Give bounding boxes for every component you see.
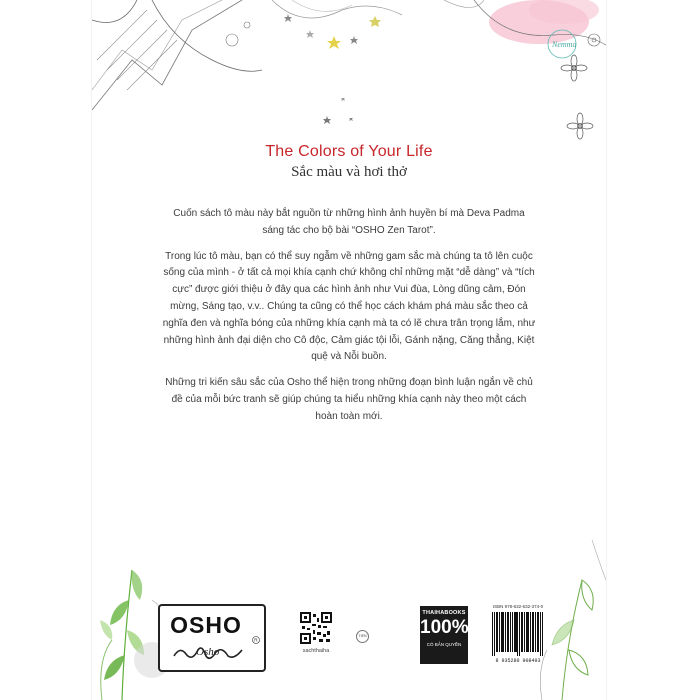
thaiha-percent: 100% [420,617,469,638]
title-english: The Colors of Your Life [265,143,433,160]
qr-code-icon[interactable] [300,612,332,644]
thaiha-copyright-text: CÓ BẢN QUYỀN [426,642,462,647]
description-text [162,206,536,435]
thaiha-copyright-badge [420,606,468,664]
thaiha-brand: THAIHABOOKS [422,610,466,616]
tien-badge: TIEN [356,630,369,643]
barcode-number: 8 935280 908493 [495,658,541,664]
svg-text:R: R [254,637,258,643]
top-center-doodle [232,0,432,130]
title-vietnamese: Sắc màu và hơi thở [291,164,407,180]
paragraph-3: Những tri kiến sâu sắc của Osho thể hiện trong những đoạn bình luận ngắn về chủ đề của mỗi bức tranh sẽ giúp chúng ta hiểu những khía cạnh này theo một cách hoàn toàn mới. [165,377,533,422]
barcode-icon [492,612,544,656]
star-icon [284,14,381,124]
corner-signature: Nemma [552,40,577,49]
flower-icon [561,34,600,139]
book-back-cover [92,0,606,700]
qr-label: sachthaiha [302,648,330,654]
isbn-text: ISBN 978-632-632-374-0 [492,604,544,609]
paragraph-1: Cuốn sách tô màu này bắt nguồn từ những hình ảnh huyền bí mà Deva Padma sáng tác cho bộ bài “OSHO Zen Tarot”. [173,208,525,236]
paragraph-2: Trong lúc tô màu, bạn có thể suy ngẫm về những gam sắc mà chúng ta tô lên cuộc sống của mình - ở tất cả mọi khía cạnh chứ không chỉ những mặt “dễ dàng” và “tích cực” được giới thiệu ở đây qua các hình ảnh như Vui đùa, Lòng dũng cảm, Đón mừng, Sáng tạo, v.v.. Chúng ta cũng có thể học cách khám phá màu sắc theo cả nghĩa đen và nghĩa bóng của những khía cạnh mà ta có lẽ chưa trân trọng lắm, như những hình ảnh đại diện cho Cô độc, Cảm giác tội lỗi, Gánh nặng, Căng thẳng, Kiệt quệ và Nỗi buồn. [162,250,536,363]
osho-signature-scribble [172,642,244,664]
osho-publisher-logo [158,604,266,672]
registered-icon [252,636,260,644]
leaf-icon [100,570,144,700]
top-right-floral [444,0,606,150]
osho-logo-text: OSHO [170,612,242,638]
osho-signature: Osho [196,646,220,658]
isbn-barcode-area [490,604,546,666]
